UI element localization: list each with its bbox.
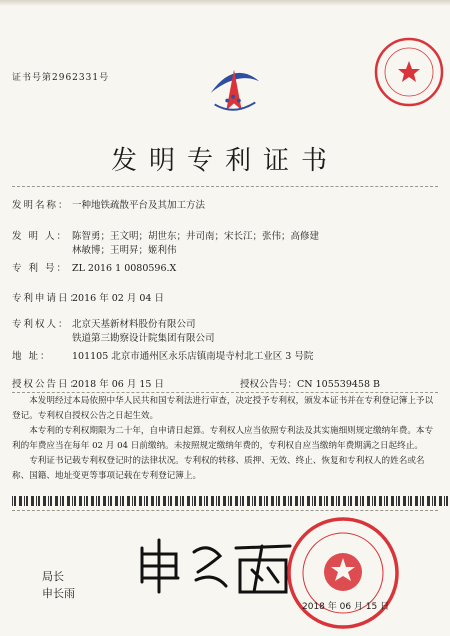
inventors-value-line1: 陈智勇；王文明；胡世东；井司南；宋长江；张伟；高修建	[72, 231, 320, 242]
inventors-value-line2: 林敏博；王明昇；姬利伟	[72, 245, 177, 256]
filing-date-label: 专利申请日：	[12, 293, 82, 304]
address-label: 地 址：	[12, 351, 52, 362]
patentee-label: 专利权人：	[12, 319, 70, 330]
divider-middle	[12, 392, 438, 393]
body-paragraph-1: 本发明经过本局依照中华人民共和国专利法进行审查，决定授予专利权，颁发本证书并在专利登记簿上予以登记。专利权自授权公告之日起生效。	[12, 396, 434, 421]
patent-number-label: 专 利 号：	[12, 263, 69, 274]
seal-date: 2018 年 06 月 15 日	[302, 602, 390, 612]
barcode-icon	[12, 496, 448, 506]
divider-top	[12, 186, 438, 187]
grant-number-label: 授权公告号：	[240, 379, 298, 390]
grant-date-row	[12, 378, 164, 392]
grant-number-row	[240, 378, 380, 392]
certificate-title: 发明专利证书	[110, 146, 339, 176]
grant-date-label: 授权公告日：	[12, 379, 82, 390]
inventors-row	[12, 230, 319, 244]
patentee-value-line2: 铁道第三勘察设计院集团有限公司	[72, 333, 215, 344]
patentee-row	[12, 318, 196, 332]
body-paragraph-3: 专利证书记载专利权登记时的法律状况。专利权的转移、质押、无效、终止、恢复和专利权人的姓名或名称、国籍、地址变更等事项记载在专利登记簿上。	[12, 456, 425, 481]
invention-name-label: 发明名称：	[12, 200, 70, 211]
bureau-title: 局长	[42, 570, 64, 583]
director-signature-icon	[128, 530, 298, 600]
bureau-name: 申长雨	[42, 587, 75, 600]
patent-number-row	[12, 262, 176, 276]
certificate-body	[12, 394, 434, 484]
grant-date-value: 2018 年 06 月 15 日	[72, 379, 164, 390]
patent-office-logo-icon	[205, 58, 263, 116]
filing-date-value: 2016 年 02 月 04 日	[72, 293, 164, 304]
top-border	[0, 0, 450, 6]
divider-bottom	[12, 510, 438, 511]
inventors-label: 发 明 人：	[12, 231, 69, 242]
invention-name-value: 一种地铁疏散平台及其加工方法	[72, 200, 206, 211]
body-paragraph-2: 本专利的专利权期限为二十年，自申请日起算。专利权人应当依照专利法及其实施细则规定缴纳年费。本专利的年费应当在每年 02 月 04 日前缴纳。未按照规定缴纳年费的，专利权自应当缴纳年费期满之日起终止。	[12, 426, 434, 451]
grant-number-value: CN 105539458 B	[297, 379, 381, 390]
patentee-value-line1: 北京天基新材料股份有限公司	[72, 319, 196, 330]
address-row	[12, 350, 313, 364]
address-value: 101105 北京市通州区永乐店镇南堤寺村北工业区 3 号院	[72, 351, 314, 362]
invention-name-row	[12, 199, 205, 213]
patent-number-value: ZL 2016 1 0080596.X	[72, 263, 177, 274]
certificate-number: 证书号第2962331号	[12, 73, 110, 83]
office-seal-icon	[373, 36, 445, 108]
state-seal-icon	[286, 516, 400, 630]
filing-date-row	[12, 292, 164, 306]
